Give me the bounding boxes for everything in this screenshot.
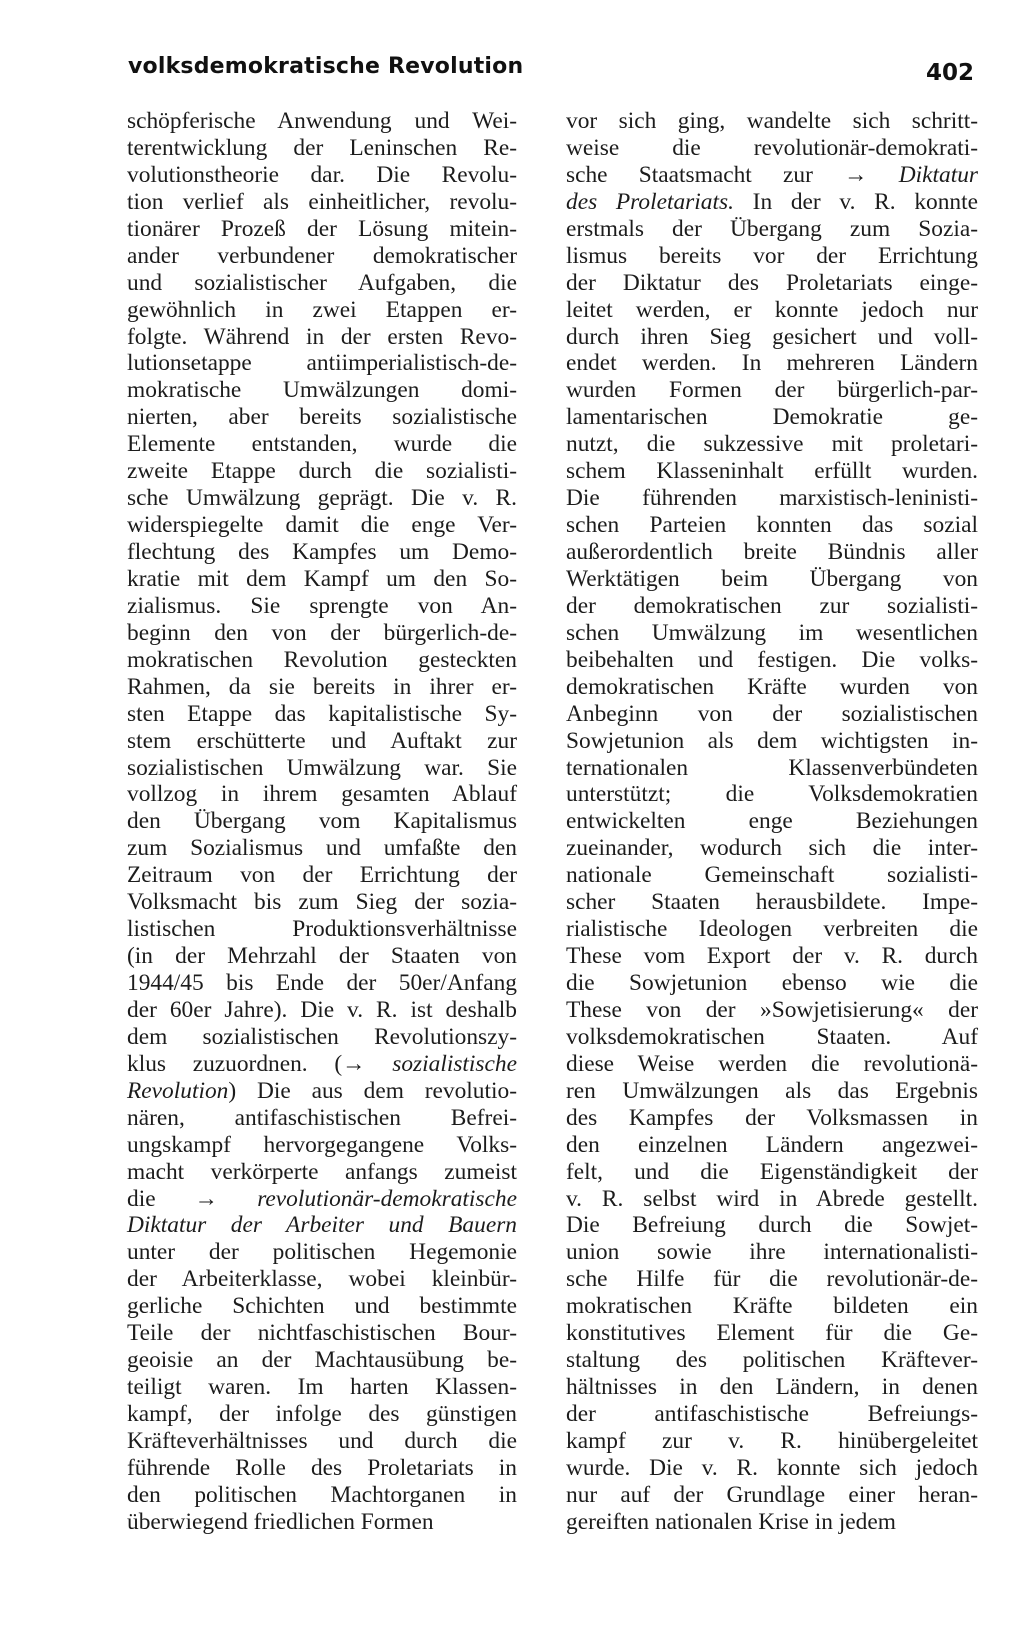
right-column-line: Die Befreiung durch die Sowjet-: [566, 1212, 978, 1239]
right-column-line: lismus bereits vor der Errichtung: [566, 242, 978, 269]
left-column-line: kampf, der infolge des günstigen: [127, 1401, 517, 1427]
right-column-line: nutzt, die sukzessive mit proletari-: [566, 431, 978, 458]
left-column-line: überwiegend friedlichen Formen: [127, 1508, 434, 1535]
right-column-line: den einzelnen Ländern angezwei-: [566, 1131, 978, 1158]
left-column-line: die → revolutionär-demokratische: [127, 1185, 517, 1212]
right-column-line: scher Staaten herausbildete. Impe-: [566, 889, 978, 916]
left-column-line: mokratischen Revolution gesteckten: [127, 646, 517, 673]
left-text-column: [127, 108, 517, 1536]
left-column-line: und sozialistischer Aufgaben, die: [127, 269, 517, 296]
right-column-line: schen Umwälzung im wesentlichen: [566, 619, 978, 646]
right-column-line: union sowie ihre internationalisti-: [566, 1239, 978, 1266]
left-column-line: 1944/45 bis Ende der 50er/Anfang: [127, 970, 517, 996]
running-header: volksdemokratische Revolution: [128, 54, 524, 79]
right-column-line: der demokratischen zur sozialisti-: [566, 592, 978, 619]
left-column-line: macht verkörperte anfangs zumeist: [127, 1158, 517, 1185]
left-column-line: dem sozialistischen Revolutionszy-: [127, 1023, 517, 1050]
right-column-line: volksdemokratischen Staaten. Auf: [566, 1023, 978, 1050]
right-column-line: sche Hilfe für die revolutionär-de-: [566, 1266, 978, 1293]
right-column-line: entwickelten enge Beziehungen: [566, 808, 978, 835]
right-column-line: endet werden. In mehreren Ländern: [566, 350, 978, 377]
right-column-line: diese Weise werden die revolutionä-: [566, 1050, 978, 1077]
page-number: 402: [926, 60, 975, 86]
left-column-line: schöpferische Anwendung und Wei-: [127, 108, 517, 134]
left-column-line: sten Etappe das kapitalistische Sy-: [127, 700, 517, 727]
right-column-line: staltung des politischen Kräftever-: [566, 1347, 978, 1374]
right-column-line: ternationalen Klassenverbündeten: [566, 754, 978, 781]
right-column-line: nationale Gemeinschaft sozialisti-: [566, 862, 978, 889]
left-column-line: nären, antifaschistischen Befrei-: [127, 1104, 517, 1131]
right-column-line: der antifaschistische Befreiungs-: [566, 1401, 978, 1427]
left-column-line: Diktatur der Arbeiter und Bauern: [127, 1212, 517, 1239]
right-column-line: demokratischen Kräfte wurden von: [566, 673, 978, 700]
left-column-line: teiligt waren. Im harten Klassen-: [127, 1374, 517, 1401]
left-column-line: zum Sozialismus und umfaßte den: [127, 835, 517, 862]
right-column-line: außerordentlich breite Bündnis aller: [566, 539, 978, 565]
left-column-line: unter der politischen Hegemonie: [127, 1239, 517, 1266]
left-column-line: Teile der nichtfaschistischen Bour-: [127, 1320, 517, 1347]
left-column-line: den Übergang vom Kapitalismus: [127, 808, 517, 835]
right-column-line: durch ihren Sieg gesichert und voll-: [566, 323, 978, 350]
right-column-line: erstmals der Übergang zum Sozia-: [566, 215, 978, 242]
right-column-line: Anbeginn von der sozialistischen: [566, 700, 978, 727]
right-column-line: weise die revolutionär-demokrati-: [566, 134, 978, 161]
left-column-line: der 60er Jahre). Die v. R. ist deshalb: [127, 996, 517, 1023]
right-column-line: Werktätigen beim Übergang von: [566, 565, 978, 592]
left-column-line: stem erschütterte und Auftakt zur: [127, 727, 517, 754]
left-column-line: widerspiegelte damit die enge Ver-: [127, 512, 517, 539]
left-column-line: folgte. Während in der ersten Revo-: [127, 323, 517, 350]
left-column-line: mokratische Umwälzungen domi-: [127, 377, 517, 404]
right-column-line: die Sowjetunion ebenso wie die: [566, 970, 978, 996]
left-column-line: der Arbeiterklasse, wobei kleinbür-: [127, 1266, 517, 1293]
right-column-line: unterstützt; die Volksdemokratien: [566, 781, 978, 808]
right-column-line: Die führenden marxistisch-leninisti-: [566, 485, 978, 512]
right-column-line: beibehalten und festigen. Die volks-: [566, 646, 978, 673]
right-column-line: lamentarischen Demokratie ge-: [566, 404, 978, 431]
right-column-line: vor sich ging, wandelte sich schritt-: [566, 108, 978, 134]
left-column-line: beginn den von der bürgerlich-de-: [127, 619, 517, 646]
right-text-column: [566, 108, 978, 1536]
left-column-line: Zeitraum von der Errichtung der: [127, 862, 517, 889]
left-column-line: kratie mit dem Kampf um den So-: [127, 565, 517, 592]
right-column-line: rialistische Ideologen verbreiten die: [566, 916, 978, 943]
right-column-line: mokratischen Kräfte bildeten ein: [566, 1293, 978, 1320]
left-column-line: führende Rolle des Proletariats in: [127, 1454, 517, 1481]
right-column-line: These von der »Sowjetisierung« der: [566, 996, 978, 1023]
right-column-line: des Proletariats. In der v. R. konnte: [566, 188, 978, 215]
left-column-line: gerliche Schichten und bestimmte: [127, 1293, 517, 1320]
right-column-line: wurden Formen der bürgerlich-par-: [566, 377, 978, 404]
right-column-line: sche Staatsmacht zur → Diktatur: [566, 161, 978, 188]
left-column-line: sche Umwälzung geprägt. Die v. R.: [127, 485, 517, 512]
right-column-line: felt, und die Eigenständigkeit der: [566, 1158, 978, 1185]
left-column-line: vollzog in ihrem gesamten Ablauf: [127, 781, 517, 808]
left-column-line: Revolution) Die aus dem revolutio-: [127, 1077, 517, 1104]
right-column-line: der Diktatur des Proletariats einge-: [566, 269, 978, 296]
left-column-line: sozialistischen Umwälzung war. Sie: [127, 754, 517, 781]
right-column-line: zueinander, wodurch sich die inter-: [566, 835, 978, 862]
right-column-line: These vom Export der v. R. durch: [566, 943, 978, 970]
left-column-line: tionärer Prozeß der Lösung mitein-: [127, 215, 517, 242]
left-column-line: nierten, aber bereits sozialistische: [127, 404, 517, 431]
left-column-line: flechtung des Kampfes um Demo-: [127, 539, 517, 565]
right-column-line: Sowjetunion als dem wichtigsten in-: [566, 727, 978, 754]
right-column-line: des Kampfes der Volksmassen in: [566, 1104, 978, 1131]
left-column-line: terentwicklung der Leninschen Re-: [127, 134, 517, 161]
left-column-line: zialismus. Sie sprengte von An-: [127, 592, 517, 619]
left-column-line: Elemente entstanden, wurde die: [127, 431, 517, 458]
left-column-line: Rahmen, da sie bereits in ihrer er-: [127, 673, 517, 700]
right-column-line: hältnisses in den Ländern, in denen: [566, 1374, 978, 1401]
left-column-line: Kräfteverhältnisses und durch die: [127, 1427, 517, 1454]
left-column-line: Volksmacht bis zum Sieg der sozia-: [127, 889, 517, 916]
left-column-line: gewöhnlich in zwei Etappen er-: [127, 296, 517, 323]
right-column-line: gereiften nationalen Krise in jedem: [566, 1508, 896, 1535]
left-column-line: klus zuzuordnen. (→ sozialistische: [127, 1050, 517, 1077]
left-column-line: den politischen Machtorganen in: [127, 1481, 517, 1508]
left-column-line: lutionsetappe antiimperialistisch-de-: [127, 350, 517, 377]
right-column-line: konstitutives Element für die Ge-: [566, 1320, 978, 1347]
right-column-line: leitet werden, er konnte jedoch nur: [566, 296, 978, 323]
left-column-line: tion verlief als einheitlicher, revolu-: [127, 188, 517, 215]
left-column-line: ungskampf hervorgegangene Volks-: [127, 1131, 517, 1158]
left-column-line: zweite Etappe durch die sozialisti-: [127, 458, 517, 485]
right-column-line: v. R. selbst wird in Abrede gestellt.: [566, 1185, 978, 1212]
left-column-line: geoisie an der Machtausübung be-: [127, 1347, 517, 1374]
right-column-line: schem Klasseninhalt erfüllt wurden.: [566, 458, 978, 485]
right-column-line: kampf zur v. R. hinübergeleitet: [566, 1427, 978, 1454]
left-column-line: ander verbundener demokratischer: [127, 242, 517, 269]
left-column-line: volutionstheorie dar. Die Revolu-: [127, 161, 517, 188]
right-column-line: nur auf der Grundlage einer heran-: [566, 1481, 978, 1508]
right-column-line: ren Umwälzungen als das Ergebnis: [566, 1077, 978, 1104]
left-column-line: (in der Mehrzahl der Staaten von: [127, 943, 517, 970]
right-column-line: schen Parteien konnten das sozial: [566, 512, 978, 539]
right-column-line: wurde. Die v. R. konnte sich jedoch: [566, 1454, 978, 1481]
left-column-line: listischen Produktionsverhältnisse: [127, 916, 517, 943]
